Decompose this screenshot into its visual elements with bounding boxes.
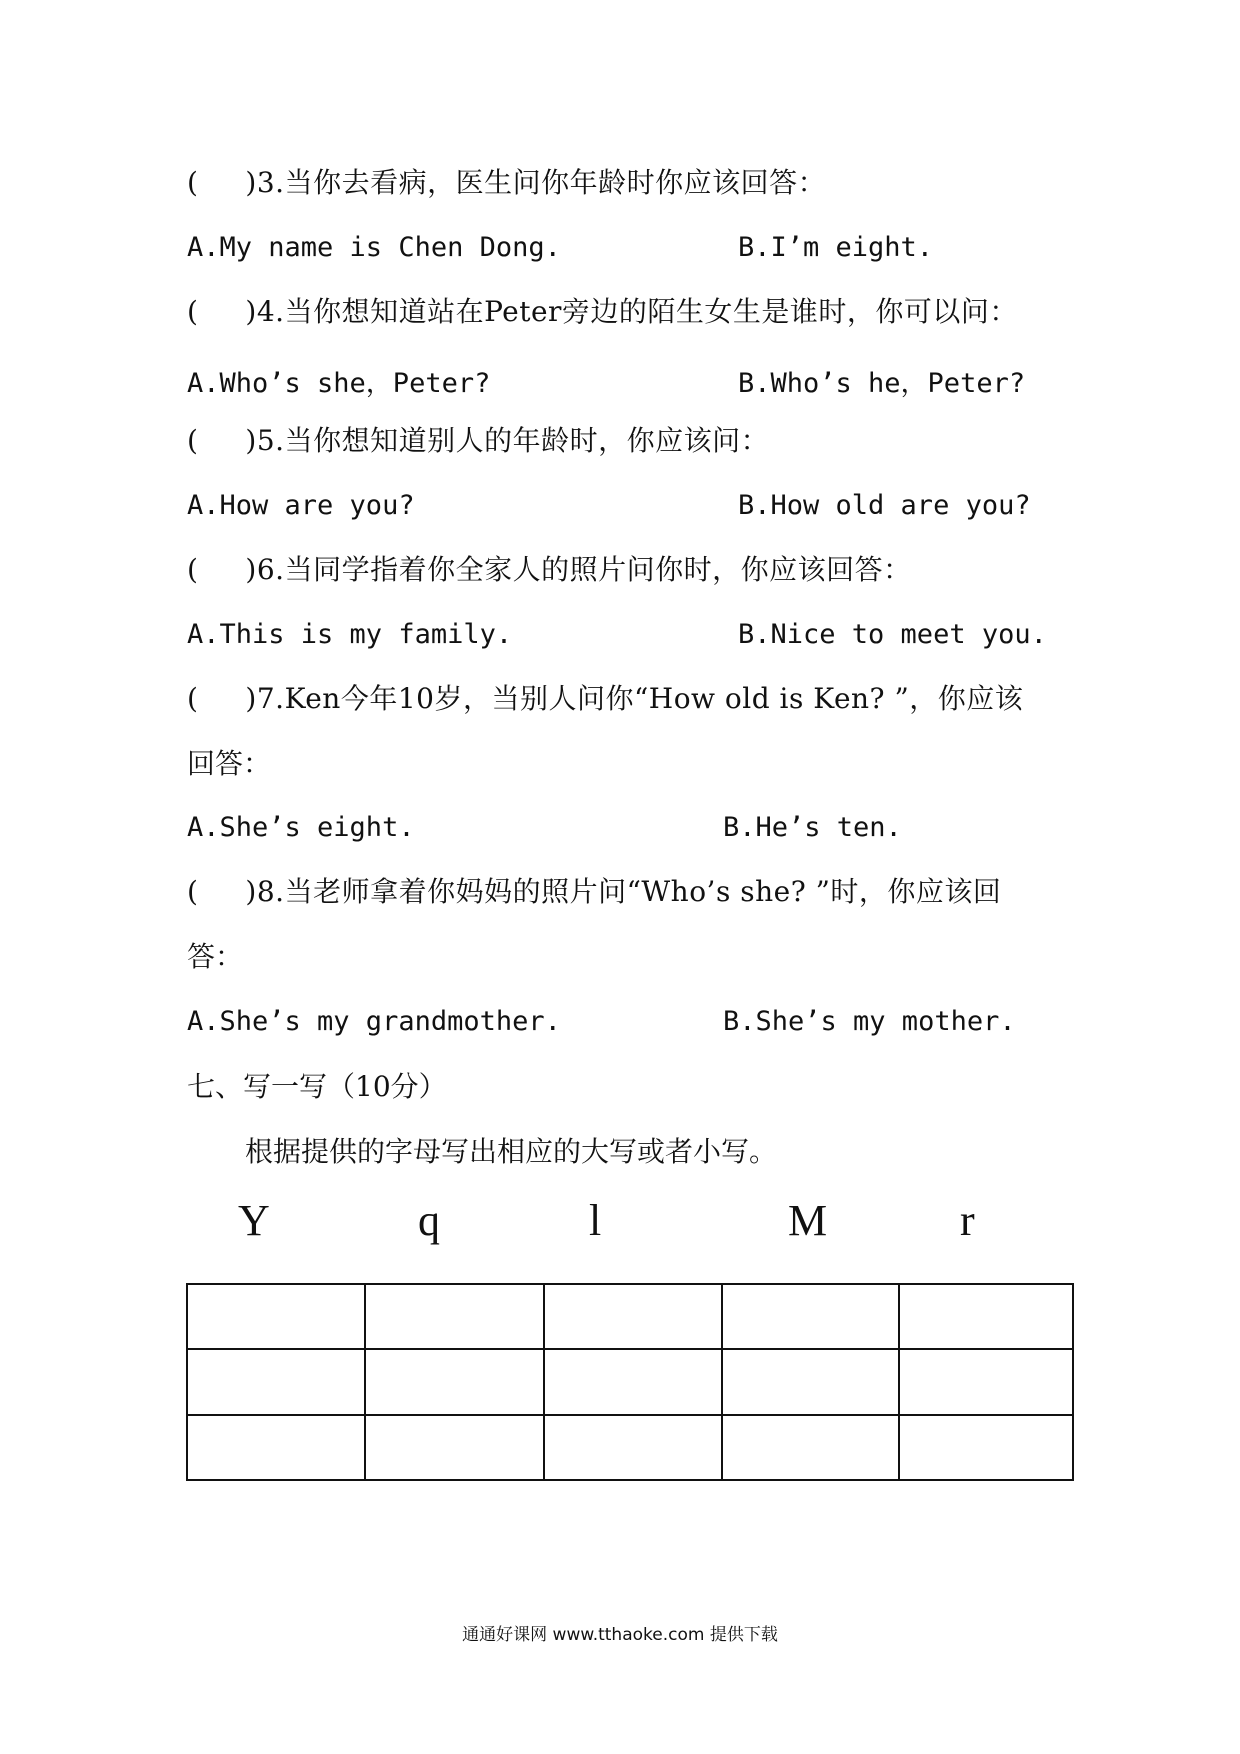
grid-row — [187, 1415, 1073, 1480]
writing-grid — [186, 1283, 1074, 1481]
question-7-option-a: A.She’s eight. — [187, 812, 415, 843]
given-letters — [0, 1195, 1240, 1255]
grid-cell[interactable] — [722, 1284, 898, 1349]
grid-row — [187, 1284, 1073, 1349]
question-5-option-b: B.How old are you? — [738, 490, 1031, 521]
question-4-option-b: B.Who’s he，Peter? — [738, 368, 1026, 399]
section-instruction: 根据提供的字母写出相应的大写或者小写。 — [245, 1135, 778, 1168]
question-3-option-b: B.I’m eight. — [738, 232, 934, 263]
letter-3: l — [589, 1196, 602, 1245]
question-8-option-a: A.She’s my grandmother. — [187, 1006, 561, 1037]
letter-1: Y — [238, 1196, 270, 1245]
question-3-stem: ( )3.当你去看病，医生问你年龄时你应该回答： — [187, 166, 827, 199]
grid-cell[interactable] — [187, 1415, 365, 1480]
letter-5: r — [960, 1196, 975, 1245]
grid-cell[interactable] — [365, 1415, 543, 1480]
question-6-option-a: A.This is my family. — [187, 619, 513, 650]
question-4-stem: ( )4.当你想知道站在Peter旁边的陌生女生是谁时，你可以问： — [187, 295, 1018, 328]
letter-2: q — [418, 1196, 440, 1245]
question-5-stem: ( )5.当你想知道别人的年龄时，你应该问： — [187, 424, 770, 457]
question-8-stem: ( )8.当老师拿着你妈妈的照片问“Who’s she? ”时，你应该回 — [187, 875, 1002, 908]
question-3-option-a: A.My name is Chen Dong. — [187, 232, 561, 263]
grid-row — [187, 1349, 1073, 1414]
grid-cell[interactable] — [365, 1349, 543, 1414]
question-8-option-b: B.She’s my mother. — [723, 1006, 1016, 1037]
letter-4: M — [788, 1196, 828, 1245]
grid-cell[interactable] — [722, 1415, 898, 1480]
question-8-stem-cont: 答： — [187, 940, 244, 973]
grid-cell[interactable] — [365, 1284, 543, 1349]
question-6-option-b: B.Nice to meet you. — [738, 619, 1047, 650]
grid-cell[interactable] — [899, 1349, 1073, 1414]
section-title: 七、写一写（10分） — [187, 1070, 447, 1103]
grid-cell[interactable] — [544, 1415, 722, 1480]
grid-cell[interactable] — [187, 1349, 365, 1414]
question-7-option-b: B.He’s ten. — [723, 812, 902, 843]
grid-cell[interactable] — [722, 1349, 898, 1414]
question-6-stem: ( )6.当同学指着你全家人的照片问你时，你应该回答： — [187, 553, 912, 586]
grid-cell[interactable] — [544, 1284, 722, 1349]
question-7-stem-cont: 回答： — [187, 747, 272, 780]
grid-cell[interactable] — [187, 1284, 365, 1349]
question-5-option-a: A.How are you? — [187, 490, 415, 521]
grid-cell[interactable] — [899, 1284, 1073, 1349]
grid-cell[interactable] — [544, 1349, 722, 1414]
question-4-option-a: A.Who’s she，Peter? — [187, 368, 491, 399]
footer-credit: 通通好课网 www.tthaoke.com 提供下载 — [462, 1625, 778, 1645]
question-7-stem: ( )7.Ken今年10岁，当别人问你“How old is Ken? ”，你应该 — [187, 682, 1024, 715]
grid-cell[interactable] — [899, 1415, 1073, 1480]
